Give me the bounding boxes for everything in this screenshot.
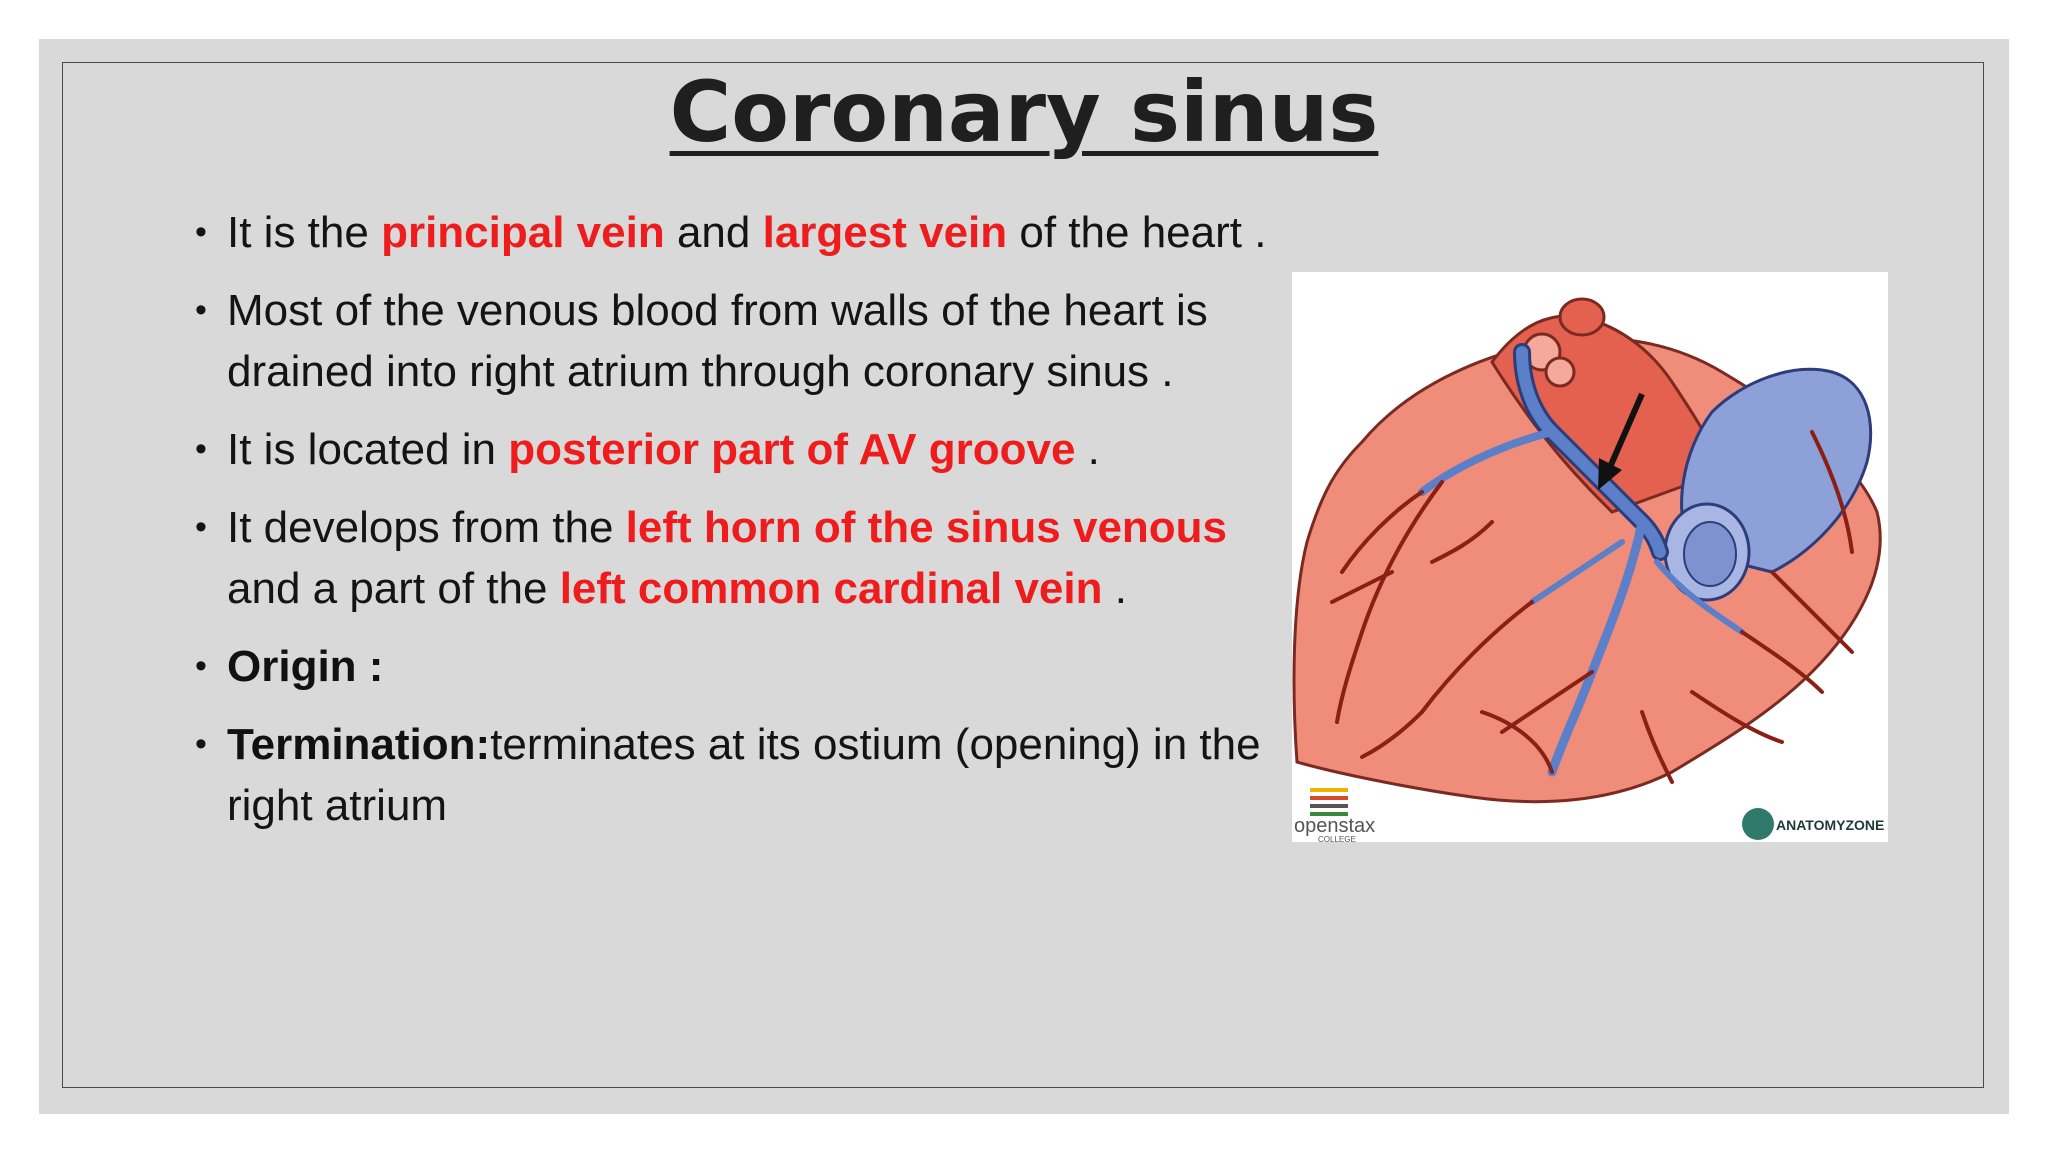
bullet-text: It develops from the bbox=[227, 503, 626, 552]
bullet-dot: • bbox=[195, 291, 207, 329]
heart-illustration bbox=[1292, 272, 1888, 842]
bullet-text: It is the bbox=[227, 208, 382, 257]
vena-cava-lumen bbox=[1684, 522, 1736, 586]
heart-diagram bbox=[1292, 272, 1888, 842]
bullet-dot: • bbox=[195, 430, 207, 468]
bullet-item bbox=[195, 636, 1275, 697]
bullet-item bbox=[195, 497, 1275, 619]
bullet-text: of the heart . bbox=[1007, 208, 1267, 257]
anatomyzone-label: ANATOMYZONE bbox=[1776, 817, 1885, 833]
pulmonary-vein-2 bbox=[1546, 358, 1574, 386]
bullet-text: . bbox=[1102, 564, 1127, 613]
bullet-item bbox=[195, 280, 1275, 402]
bullet-item bbox=[195, 202, 1275, 263]
highlighted-term: principal vein bbox=[381, 208, 665, 257]
bullet-dot: • bbox=[195, 725, 207, 763]
highlighted-term: left horn of the sinus venous bbox=[625, 503, 1228, 552]
bold-label: Termination: bbox=[227, 720, 491, 769]
bullet-item bbox=[195, 714, 1275, 836]
bullet-text: terminates at its ostium (opening) in the right atrium bbox=[227, 720, 1261, 830]
bullet-dot: • bbox=[195, 508, 207, 546]
aorta-stump bbox=[1560, 299, 1604, 335]
bullet-text: Most of the venous blood from walls of the heart is drained into right atrium through coronary sinus . bbox=[227, 286, 1208, 396]
bullet-dot: • bbox=[195, 213, 207, 251]
bullet-text: . bbox=[1075, 425, 1100, 474]
openstax-sub-label: COLLEGE bbox=[1318, 835, 1356, 842]
bullet-list bbox=[195, 202, 1275, 853]
slide-title: Coronary sinus bbox=[669, 63, 1379, 161]
bullet-dot: • bbox=[195, 647, 207, 685]
bullet-item bbox=[195, 419, 1275, 480]
highlighted-term: largest vein bbox=[762, 208, 1008, 257]
bullet-text: and a part of the bbox=[227, 564, 560, 613]
openstax-label: openstax bbox=[1294, 815, 1376, 837]
bullet-text: and bbox=[664, 208, 763, 257]
bullet-text: It is located in bbox=[227, 425, 509, 474]
openstax-logo bbox=[1294, 788, 1375, 842]
highlighted-term: posterior part of AV groove bbox=[508, 425, 1076, 474]
highlighted-term: left common cardinal vein bbox=[559, 564, 1103, 613]
bold-label: Origin : bbox=[227, 642, 384, 691]
anatomyzone-logo bbox=[1742, 808, 1884, 840]
